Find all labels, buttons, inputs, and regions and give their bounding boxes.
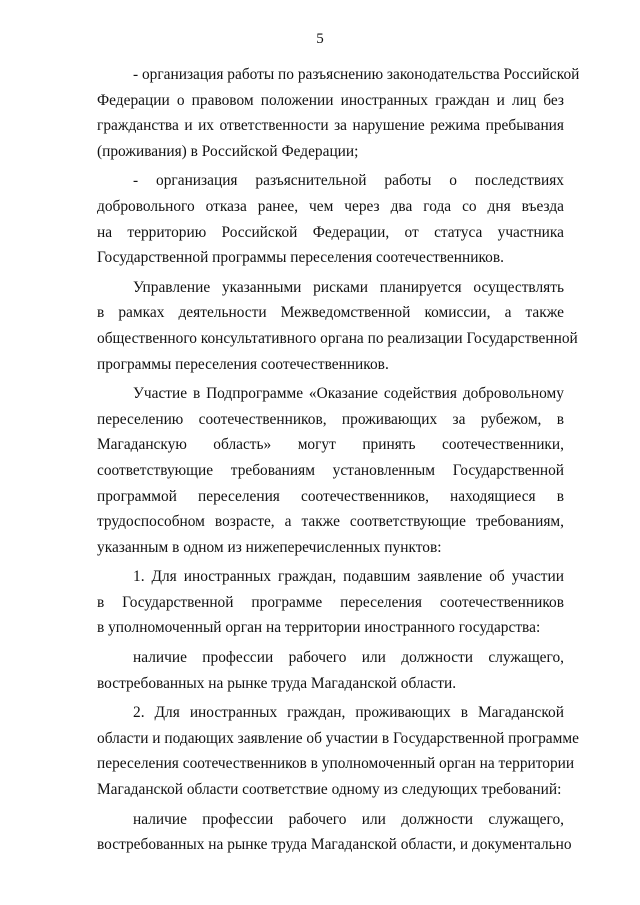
text-line: 1. Для иностранных граждан, подавшим заявление об участии — [133, 568, 564, 586]
text-line: - организация работы по разъяснению законодательства Российской — [133, 66, 580, 83]
text-line: гражданства и их ответственности за нарушение режима пребывания — [97, 117, 564, 135]
paragraph — [97, 275, 578, 377]
text-line: Федерации о правовом положении иностранных граждан и лиц без — [97, 91, 564, 109]
text-line: соответствующие требованиям установленным Государственной — [97, 461, 564, 479]
text-line: переселения соотечественников в уполномоченный орган на территории — [97, 755, 575, 773]
text-line: востребованных на рынке труда Магаданской области. — [97, 674, 457, 692]
text-line: в рамках деятельности Межведомственной комиссии, а также — [97, 304, 564, 322]
text-line: в уполномоченный орган на территории иностранного государства: — [97, 619, 541, 637]
text-line: области и подающих заявление об участии в Государственной программе — [97, 729, 579, 747]
text-line: Государственной программы переселения соотечественников. — [97, 249, 504, 267]
text-line: в Государственной программе переселения соотечественников — [97, 593, 564, 611]
paragraph — [97, 564, 564, 641]
paragraph — [97, 62, 580, 164]
text-line: наличие профессии рабочего или должности служащего, — [133, 649, 564, 667]
text-line: переселению соотечественников, проживающих за рубежом, в — [97, 410, 564, 428]
paragraph — [97, 807, 572, 858]
text-line: наличие профессии рабочего или должности служащего, — [133, 810, 564, 828]
page-number: 5 — [316, 31, 324, 47]
text-line: указанным в одном из нижеперечисленных пунктов: — [97, 538, 442, 556]
text-line: Магаданской области соответствие одному из следующих требований: — [97, 781, 562, 799]
text-line: добровольного отказа ранее, чем через два года со дня въезда — [97, 197, 564, 215]
text-line: 2. Для иностранных граждан, проживающих в Магаданской — [133, 704, 564, 722]
text-line: общественного консультативного органа по реализации Государственной — [97, 329, 578, 347]
paragraph — [97, 645, 564, 696]
text-line: Участие в Подпрограмме «Оказание содействия добровольному — [133, 385, 564, 403]
document-body — [97, 62, 580, 862]
text-line: (проживания) в Российской Федерации; — [97, 142, 359, 160]
text-line: - организация разъяснительной работы о последствиях — [133, 172, 564, 190]
paragraph — [97, 700, 579, 802]
text-line: программой переселения соотечественников, находящиеся в — [97, 487, 564, 505]
paragraph — [97, 168, 564, 270]
text-line: востребованных на рынке труда Магаданской области, и документально — [97, 836, 572, 854]
text-line: Управление указанными рисками планируется осуществлять — [133, 278, 564, 296]
paragraph — [97, 381, 564, 560]
text-line: трудоспособном возрасте, а также соответствующие требованиям, — [97, 513, 564, 531]
text-line: Магаданскую область» могут принять соотечественники, — [97, 436, 564, 454]
text-line: на территорию Российской Федерации, от статуса участника — [97, 223, 564, 241]
text-line: программы переселения соотечественников. — [97, 355, 389, 373]
